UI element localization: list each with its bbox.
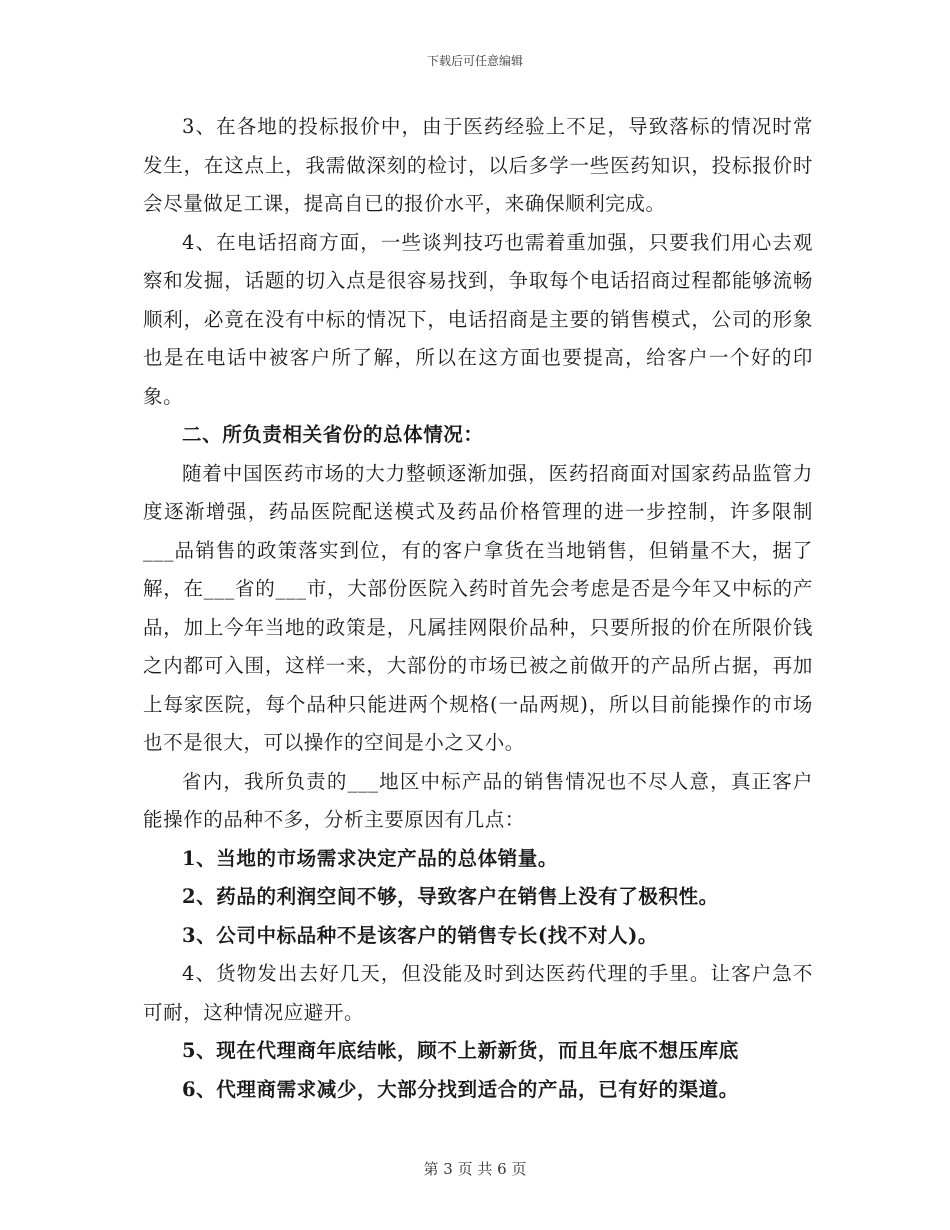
reason-item-4: 4、货物发出去好几天，但没能及时到达医药代理的手里。让客户急不可耐，这种情况应避开。 <box>143 962 813 1024</box>
reason-item-6: 6、代理商需求减少，大部分找到适合的产品，已有好的渠道。 <box>182 1077 739 1101</box>
page-header: 下载后可任意编辑 <box>426 54 523 68</box>
document-body <box>143 108 813 1109</box>
reason-item-1: 1、当地的市场需求决定产品的总体销量。 <box>182 846 558 870</box>
paragraph-province-summary: 省内，我所负责的___地区中标产品的销售情况也不尽人意，真正客户能操作的品种不多，分析主要原因有几点： <box>143 769 813 831</box>
section-heading: 二、所负责相关省份的总体情况： <box>182 423 484 446</box>
reason-item-5: 5、现在代理商年底结帐，顾不上新新货，而且年底不想压库底 <box>182 1039 739 1062</box>
reason-item-2: 2、药品的利润空间不够，导致客户在销售上没有了极积性。 <box>182 885 719 908</box>
page-number: 第 3 页 共 6 页 <box>423 1160 527 1178</box>
paragraph-item-3: 3、在各地的投标报价中，由于医药经验上不足，导致落标的情况时常发生，在这点上，我需做深刻的检讨，以后多学一些医药知识，投标报价时会尽量做足工课，提高自已的报价水平，来确保顺利完成。 <box>143 115 813 215</box>
paragraph-market-overview: 随着中国医药市场的大力整顿逐渐加强，医药招商面对国家药品监管力度逐渐增强，药品医院配送模式及药品价格管理的进一步控制，许多限制___品销售的政策落实到位，有的客户拿货在当地销售，但销量不大，据了解，在___省的___市，大部份医院入药时首先会考虑是否是今年又中标的产品，加上今年当地的政策是，凡属挂网限价品种，只要所报的价在所限价钱之内都可入围，这样一来，大部份的市场已被之前做开的产品所占据，再加上每家医院，每个品种只能进两个规格(一品两规)，所以目前能操作的市场也不是很大，可以操作的空间是小之又小。 <box>143 461 813 754</box>
reason-item-3: 3、公司中标品种不是该客户的销售专长(找不对人)。 <box>182 923 659 947</box>
paragraph-item-4: 4、在电话招商方面，一些谈判技巧也需着重加强，只要我们用心去观察和发掘，话题的切入点是很容易找到，争取每个电话招商过程都能够流畅顺利，必竟在没有中标的情况下，电话招商是主要的销售模式，公司的形象也是在电话中被客户所了解，所以在这方面也要提高，给客户一个好的印象。 <box>143 230 813 408</box>
